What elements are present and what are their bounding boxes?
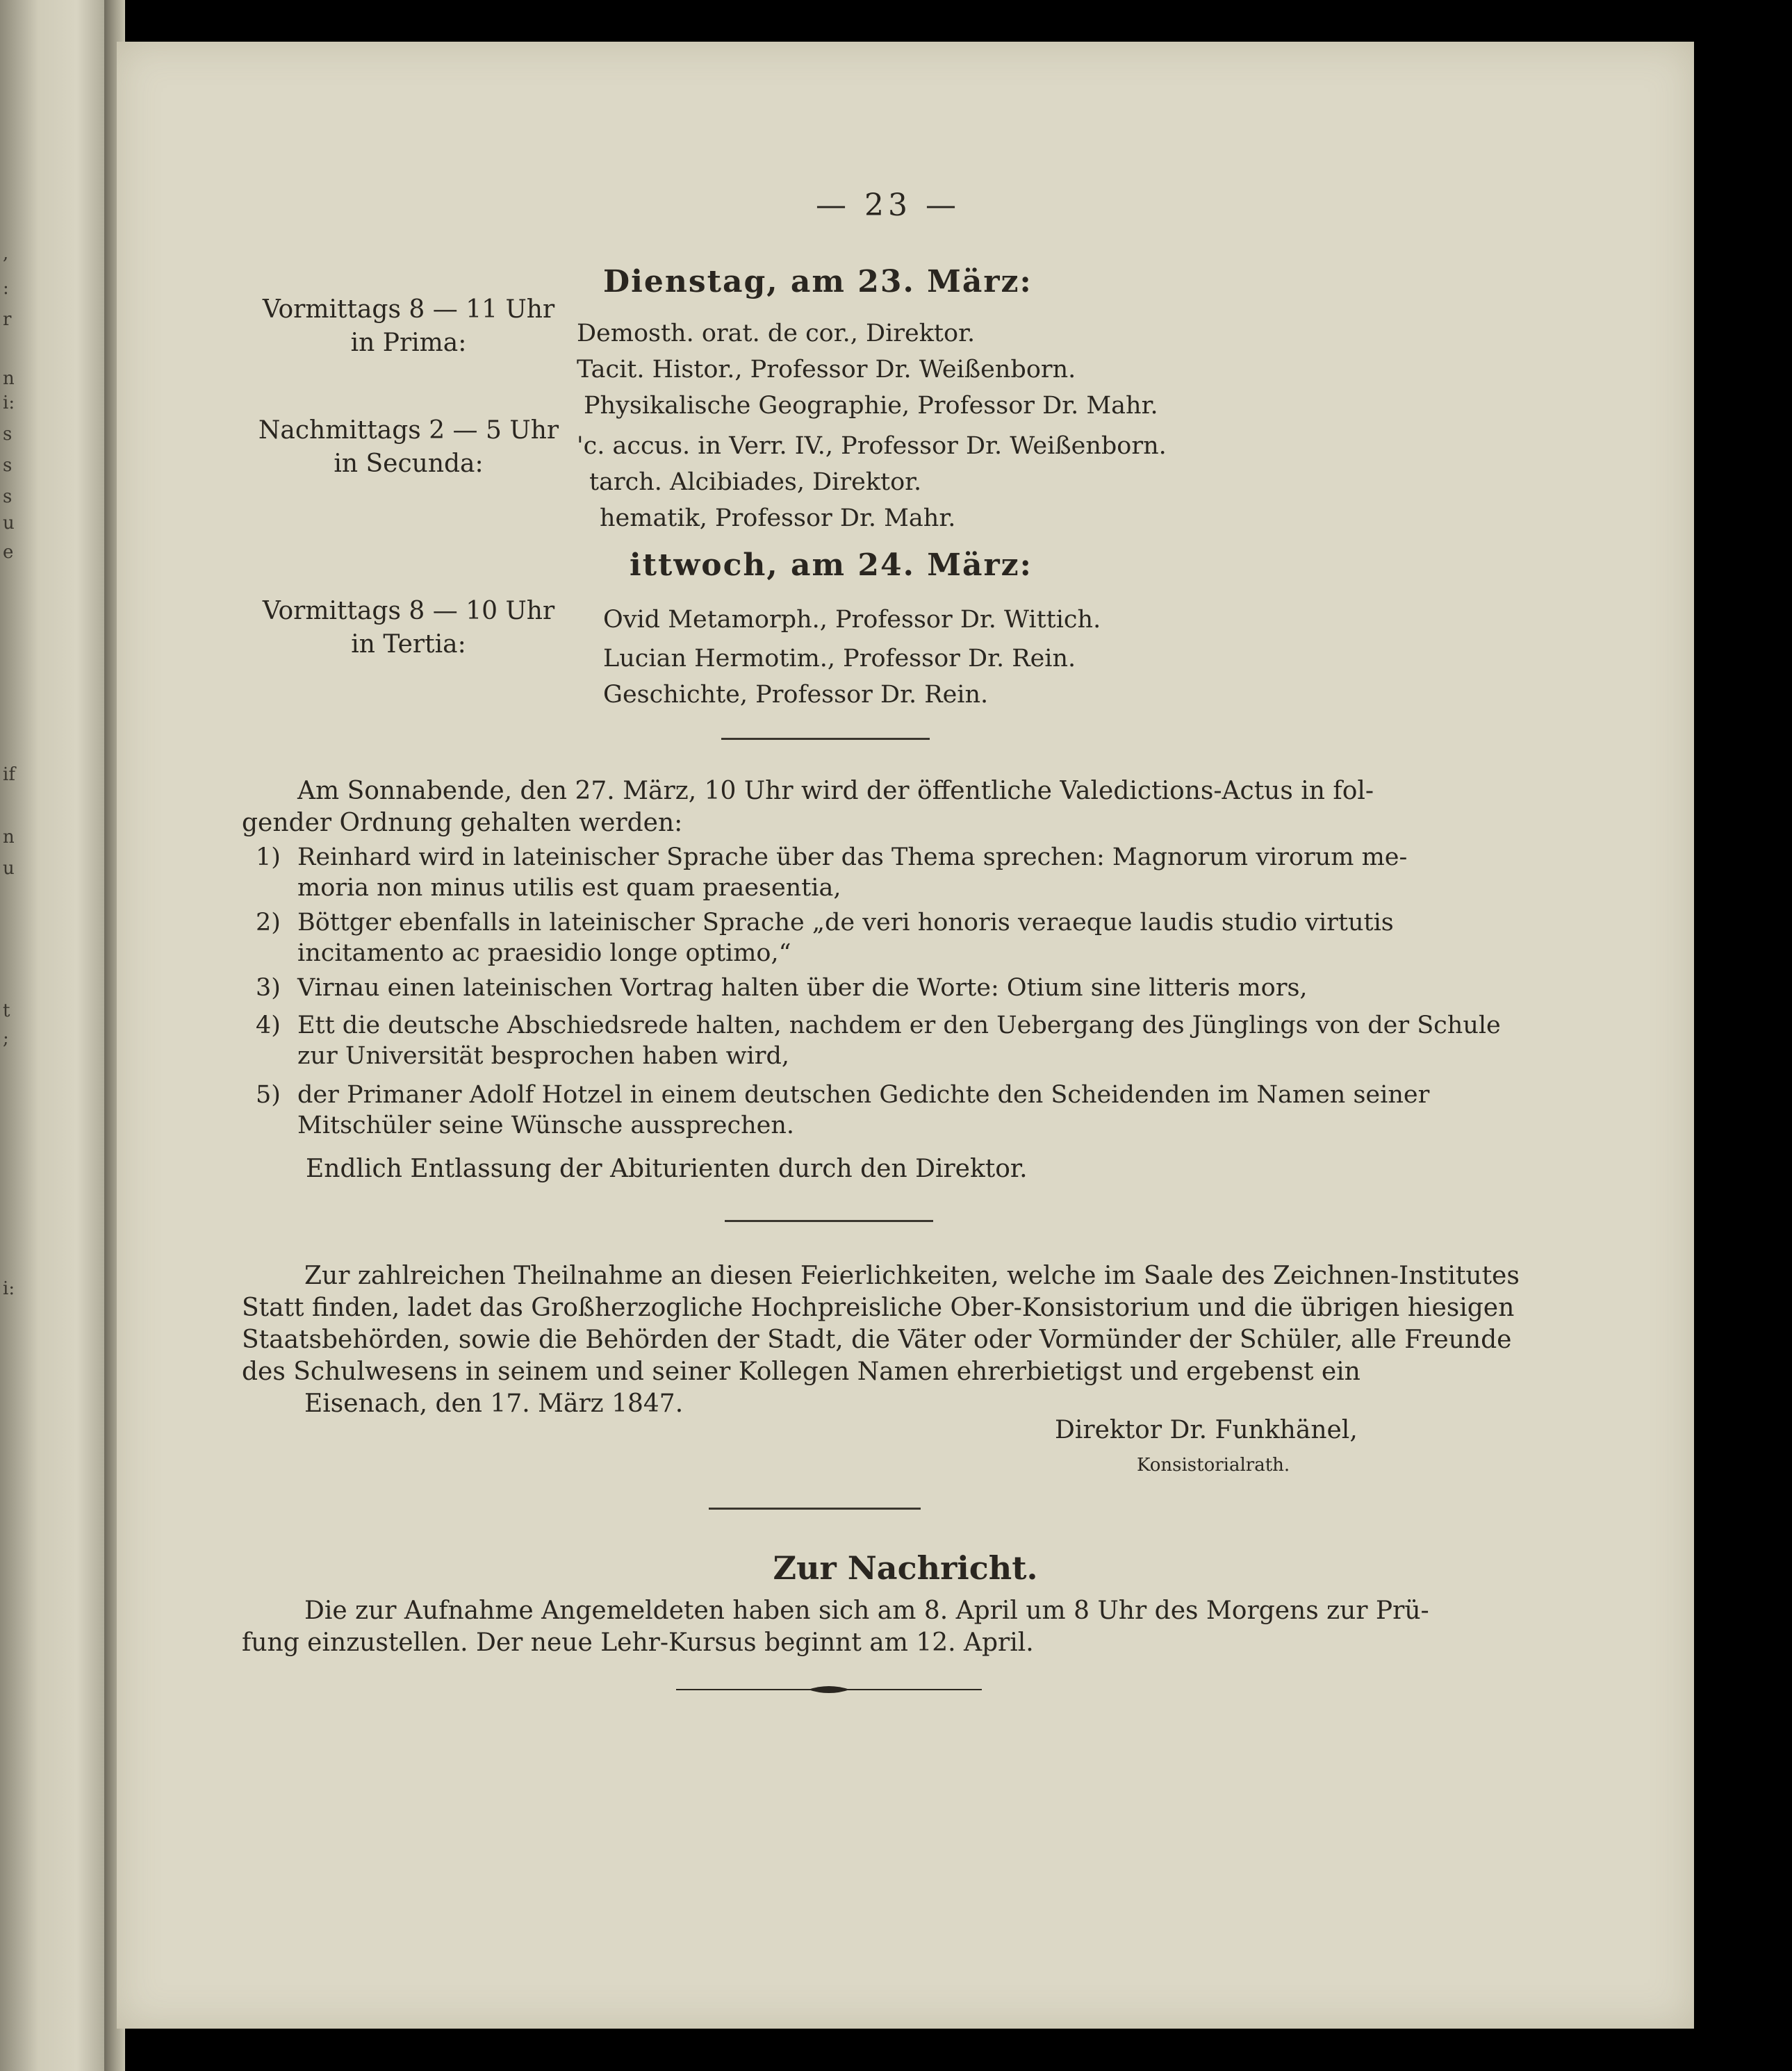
program-item — [256, 1010, 1562, 1073]
lesson-line: 'c. accus. in Verr. IV., Professor Dr. Weißenborn. — [577, 432, 1167, 460]
facing-page-fragment: t — [3, 1000, 10, 1021]
facing-page-fragment: : — [3, 278, 9, 299]
invitation-line: Zur zahlreichen Theilnahme an diesen Feierlichkeiten, welche im Saale des Zeichnen-Institutes — [304, 1262, 1520, 1290]
lesson-line: Physikalische Geographie, Professor Dr. Mahr. — [584, 392, 1158, 420]
closing-ornament — [676, 1684, 982, 1695]
section-divider — [725, 1220, 933, 1222]
facing-page-fragment: n — [3, 368, 15, 389]
program-item — [256, 973, 1562, 1005]
time-label: Nachmittags 2 — 5 Uhr — [258, 416, 559, 445]
lesson-line: Tacit. Histor., Professor Dr. Weißenborn. — [577, 356, 1076, 383]
facing-page-fragment: s — [3, 424, 13, 445]
item-line: moria non minus utilis est quam praesentia, — [297, 874, 841, 902]
lesson-line: Ovid Metamorph., Professor Dr. Wittich. — [603, 606, 1101, 634]
place-date: Eisenach, den 17. März 1847. — [304, 1389, 684, 1418]
facing-page-fragment: ; — [3, 1028, 9, 1049]
time-block-tertia — [242, 595, 575, 661]
facing-page-fragment: u — [3, 858, 15, 879]
facing-page-fragment: u — [3, 513, 15, 534]
invitation-line: des Schulwesens in seinem und seiner Kollegen Namen ehrerbietigst und ergebenst ein — [242, 1358, 1361, 1386]
item-line: Mitschüler seine Wünsche aussprechen. — [297, 1112, 795, 1139]
notice-paragraph — [242, 1595, 1562, 1659]
facing-page-fragment: s — [3, 455, 13, 476]
class-label: in Tertia: — [351, 630, 466, 659]
lesson-line: tarch. Alcibiades, Direktor. — [589, 468, 922, 496]
invitation-line: Statt finden, ladet das Großherzogliche Hochpreisliche Ober-Konsistorium und die übrigen hiesigen — [242, 1294, 1515, 1322]
item-number: 4) — [256, 1012, 281, 1039]
class-label: in Prima: — [350, 329, 467, 357]
section-divider — [721, 738, 930, 740]
facing-page-fragment: , — [3, 243, 9, 264]
item-line: Böttger ebenfalls in lateinischer Sprache „de veri honoris veraeque laudis studio virtutis — [297, 909, 1394, 937]
class-label: in Secunda: — [334, 449, 484, 478]
item-line: zur Universität besprochen haben wird, — [297, 1042, 789, 1070]
item-line: Reinhard wird in lateinischer Sprache über das Thema sprechen: Magnorum virorum me- — [297, 843, 1408, 871]
valediction-intro — [242, 775, 1548, 839]
item-number: 5) — [256, 1081, 281, 1109]
program-item — [256, 842, 1562, 905]
item-line: Virnau einen lateinischen Vortrag halten über die Worte: Otium sine litteris mors, — [297, 974, 1308, 1002]
valediction-closing: Endlich Entlassung der Abiturienten durch den Direktor. — [306, 1155, 1028, 1183]
item-line: der Primaner Adolf Hotzel in einem deutschen Gedichte den Scheidenden im Namen seiner — [297, 1081, 1430, 1109]
facing-page-fragment: i: — [3, 393, 15, 413]
section-divider — [709, 1508, 921, 1510]
item-number: 3) — [256, 974, 281, 1002]
facing-page-fragment: n — [3, 827, 15, 848]
time-block-prima — [242, 293, 575, 360]
invitation-paragraph — [242, 1260, 1562, 1420]
facing-page-fragment: if — [3, 764, 15, 785]
program-item — [256, 907, 1562, 970]
time-label: Vormittags 8 — 11 Uhr — [262, 295, 555, 324]
lesson-line: hematik, Professor Dr. Mahr. — [600, 504, 956, 532]
time-block-secunda — [242, 414, 575, 481]
signature-name: Direktor Dr. Funkhänel, — [1055, 1416, 1358, 1444]
invitation-line: Staatsbehörden, sowie die Behörden der Stadt, die Väter oder Vormünder der Schüler, alle Freunde — [242, 1326, 1512, 1354]
facing-page-fragment: i: — [3, 1278, 15, 1299]
lesson-line: Lucian Hermotim., Professor Dr. Rein. — [603, 645, 1076, 673]
intro-line: Am Sonnabende, den 27. März, 10 Uhr wird der öffentliche Valedictions-Actus in fol- — [297, 777, 1374, 805]
wednesday-heading: ittwoch, am 24. März: — [630, 547, 1033, 583]
time-label: Vormittags 8 — 10 Uhr — [262, 597, 555, 625]
intro-line: gender Ordnung gehalten werden: — [242, 809, 683, 837]
item-number: 1) — [256, 843, 281, 871]
item-line: Ett die deutsche Abschiedsrede halten, nachdem er den Uebergang des Jünglings von der Schule — [297, 1012, 1501, 1039]
item-line: incitamento ac praesidio longe optimo,“ — [297, 939, 791, 967]
notice-line: Die zur Aufnahme Angemeldeten haben sich am 8. April um 8 Uhr des Morgens zur Prü- — [304, 1596, 1429, 1625]
program-item — [256, 1080, 1562, 1142]
item-number: 2) — [256, 909, 281, 937]
facing-page-fragment: r — [3, 309, 12, 330]
facing-page-edge — [0, 0, 110, 2071]
notice-line: fung einzustellen. Der neue Lehr-Kursus beginnt am 12. April. — [242, 1628, 1034, 1657]
facing-page-fragment: e — [3, 542, 14, 563]
page-number: — 23 — — [816, 188, 960, 223]
lesson-line: Demosth. orat. de cor., Direktor. — [577, 320, 976, 347]
tuesday-heading: Dienstag, am 23. März: — [603, 264, 1033, 299]
document-page — [117, 42, 1694, 2029]
lesson-line: Geschichte, Professor Dr. Rein. — [603, 681, 989, 709]
signature-title: Konsistorialrath. — [1137, 1455, 1290, 1476]
notice-heading: Zur Nachricht. — [773, 1549, 1038, 1587]
facing-page-fragment: s — [3, 486, 13, 507]
